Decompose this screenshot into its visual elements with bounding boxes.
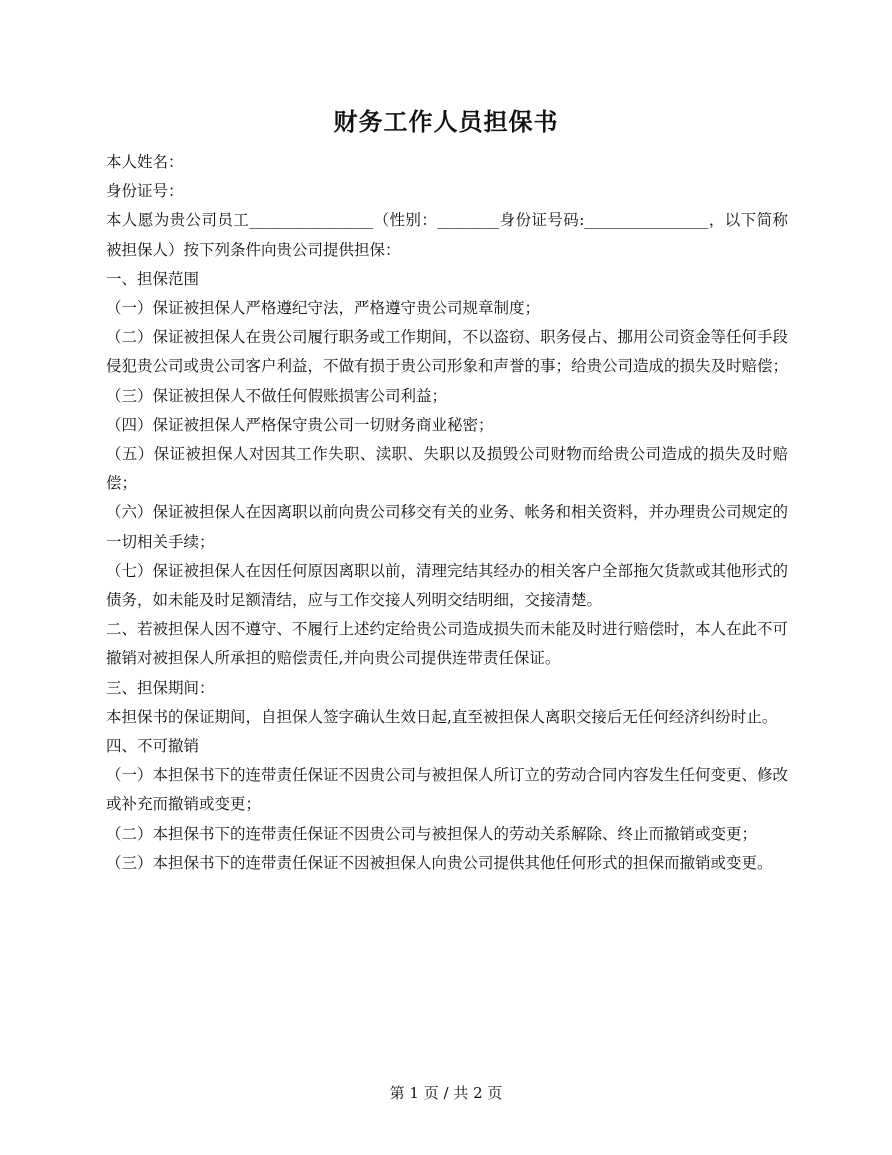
paragraph-scope-3: （三）保证被担保人不做任何假账损害公司利益； [106, 386, 448, 405]
paragraph-name: 本人姓名： [106, 153, 184, 171]
paragraph-scope-5: （五）保证被担保人对因其工作失职、渎职、失职以及损毁公司财物而给贵公司造成的损失及时赔偿； [106, 445, 788, 493]
document-body [106, 148, 788, 878]
paragraph-intro: 本人愿为贵公司员工________________（性别：________身份证号码:________________，以下简称被担保人）按下列条件向贵公司提供担保： [106, 211, 788, 259]
paragraph-id-number: 身份证号： [106, 182, 184, 201]
paragraph-scope-7: （七）保证被担保人在因任何原因离职以前，清理完结其经办的相关客户全部拖欠货款或其他形式的债务，如未能及时足额清结，应与工作交接人列明交结明细，交接清楚。 [106, 561, 789, 610]
paragraph-irrevocable-1: （一）本担保书下的连带责任保证不因贵公司与被担保人所订立的劳动合同内容发生任何变更、修改或补充而撤销或变更； [106, 766, 789, 814]
paragraph-irrevocable-2: （二）本担保书下的连带责任保证不因贵公司与被担保人的劳动关系解除、终止而撤销或变更； [106, 824, 758, 843]
paragraph-scope-1: （一）保证被担保人严格遵纪守法，严格遵守贵公司规章制度； [106, 299, 541, 318]
paragraph-scope-2: （二）保证被担保人在贵公司履行职务或工作期间，不以盗窃、职务侵占、挪用公司资金等任何手段侵犯贵公司或贵公司客户利益，不做有损于贵公司形象和声誉的事；给贵公司造成的损失及时赔偿； [106, 328, 789, 376]
document-title: 财务工作人员担保书 [333, 107, 559, 136]
section-heading-period: 三、担保期间： [106, 678, 215, 697]
paragraph-scope-6: （六）保证被担保人在因离职以前向贵公司移交有关的业务、帐务和相关资料，并办理贵公司规定的一切相关手续； [106, 503, 789, 551]
paragraph-scope-4: （四）保证被担保人严格保守贵公司一切财务商业秘密； [106, 415, 494, 434]
section-heading-scope: 一、担保范围 [106, 269, 200, 288]
paragraph-period: 本担保书的保证期间，自担保人签字确认生效日起,直至被担保人离职交接后无任何经济纠纷时止。 [106, 707, 778, 726]
paragraph-irrevocable-3: （三）本担保书下的连带责任保证不因被担保人向贵公司提供其他任何形式的担保而撤销或变更。 [106, 853, 773, 872]
section-heading-irrevocable: 四、不可撤销 [106, 737, 200, 756]
page-footer: 第 1 页 / 共 2 页 [389, 1084, 503, 1102]
paragraph-section-2: 二、若被担保人因不遵守、不履行上述约定给贵公司造成损失而未能及时进行赔偿时，本人在此不可撤销对被担保人所承担的赔偿责任,并向贵公司提供连带责任保证。 [106, 620, 789, 668]
